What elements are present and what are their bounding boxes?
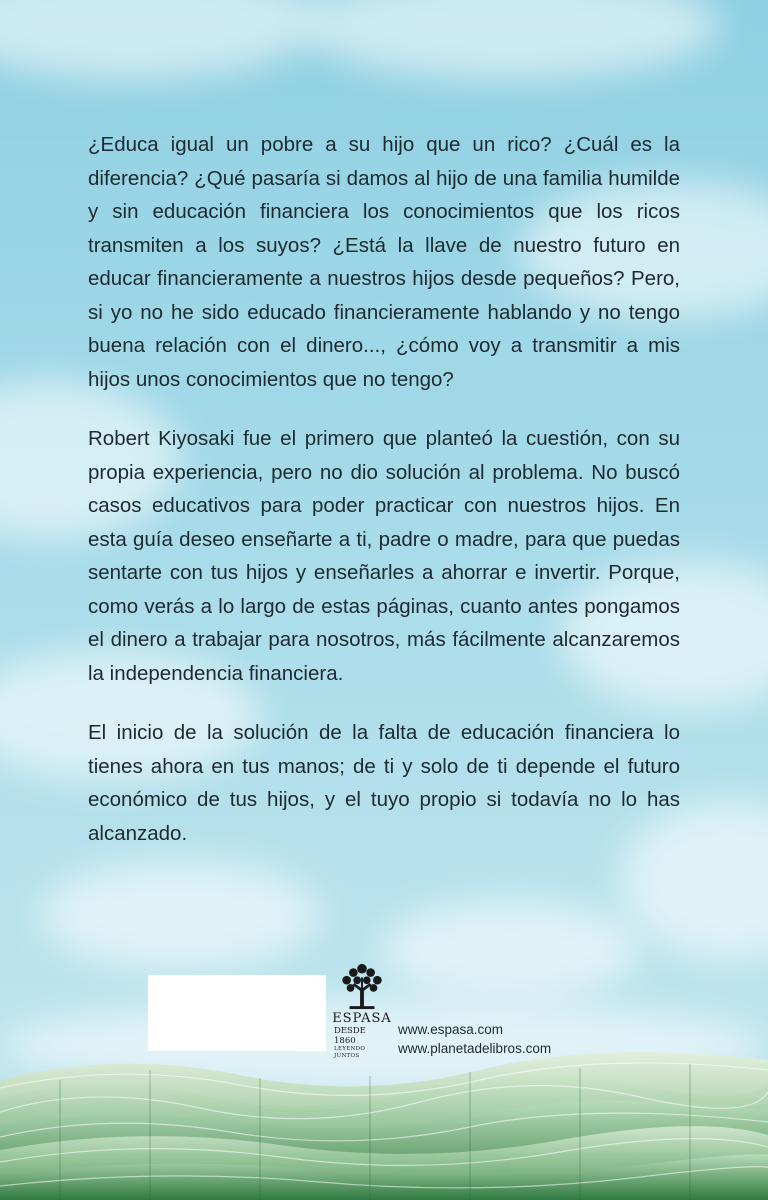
publisher-since: DESDE 1860	[334, 1026, 366, 1046]
url-planetadelibros[interactable]: www.planetadelibros.com	[398, 1041, 552, 1056]
paragraph-text: ¿Educa igual un pobre a su hijo que un rico? ¿Cuál es la diferencia? ¿Qué pasaría si damos al hijo de una familia humilde y sin educación financiera los conocimientos que los ricos transmiten a los suyos? ¿Está la llave de nuestro futuro en educar financieramente a nuestros hijos desde pequeños? Pero, si yo no he sido educado financieramente hablando y no tengo buena relación con el dinero..., ¿cómo voy a transmitir a mis hijos unos conocimientos que no tengo?	[88, 133, 680, 391]
url-espasa[interactable]: www.espasa.com	[398, 1022, 504, 1037]
cloud	[40, 860, 320, 970]
paragraph-text: El inicio de la solución de la falta de educación financiera lo tienes ahora en tus manos; de ti y solo de ti depende el futuro económico de tus hijos, y el tuyo propio si todavía no lo has alcanzado.	[88, 721, 680, 845]
blurb-paragraph-3	[88, 716, 680, 850]
banknotes-illustration	[0, 1040, 768, 1200]
cloud	[0, 0, 320, 80]
paragraph-text: Robert Kiyosaki fue el primero que planteó la cuestión, con su propia experiencia, pero no dio solución al problema. No buscó casos educativos para poder practicar con nuestros hijos. En esta guía deseo enseñarte a ti, padre o madre, para que puedas sentarte con tus hijos y enseñarles a ahorrar e invertir. Porque, como verás a lo largo de estas páginas, cuanto antes pongamos el dinero a trabajar para nosotros, más fácilmente alcanzaremos la independencia financiera.	[88, 427, 680, 685]
publisher-tagline: LEYENDO JUNTOS	[334, 1046, 366, 1059]
blurb-paragraph-2	[88, 422, 680, 690]
cloud	[300, 0, 720, 80]
publisher-name: ESPASA	[332, 1011, 392, 1026]
blurb-paragraph-1	[88, 128, 680, 396]
cloud	[380, 900, 640, 1000]
tree-icon	[339, 962, 385, 1010]
